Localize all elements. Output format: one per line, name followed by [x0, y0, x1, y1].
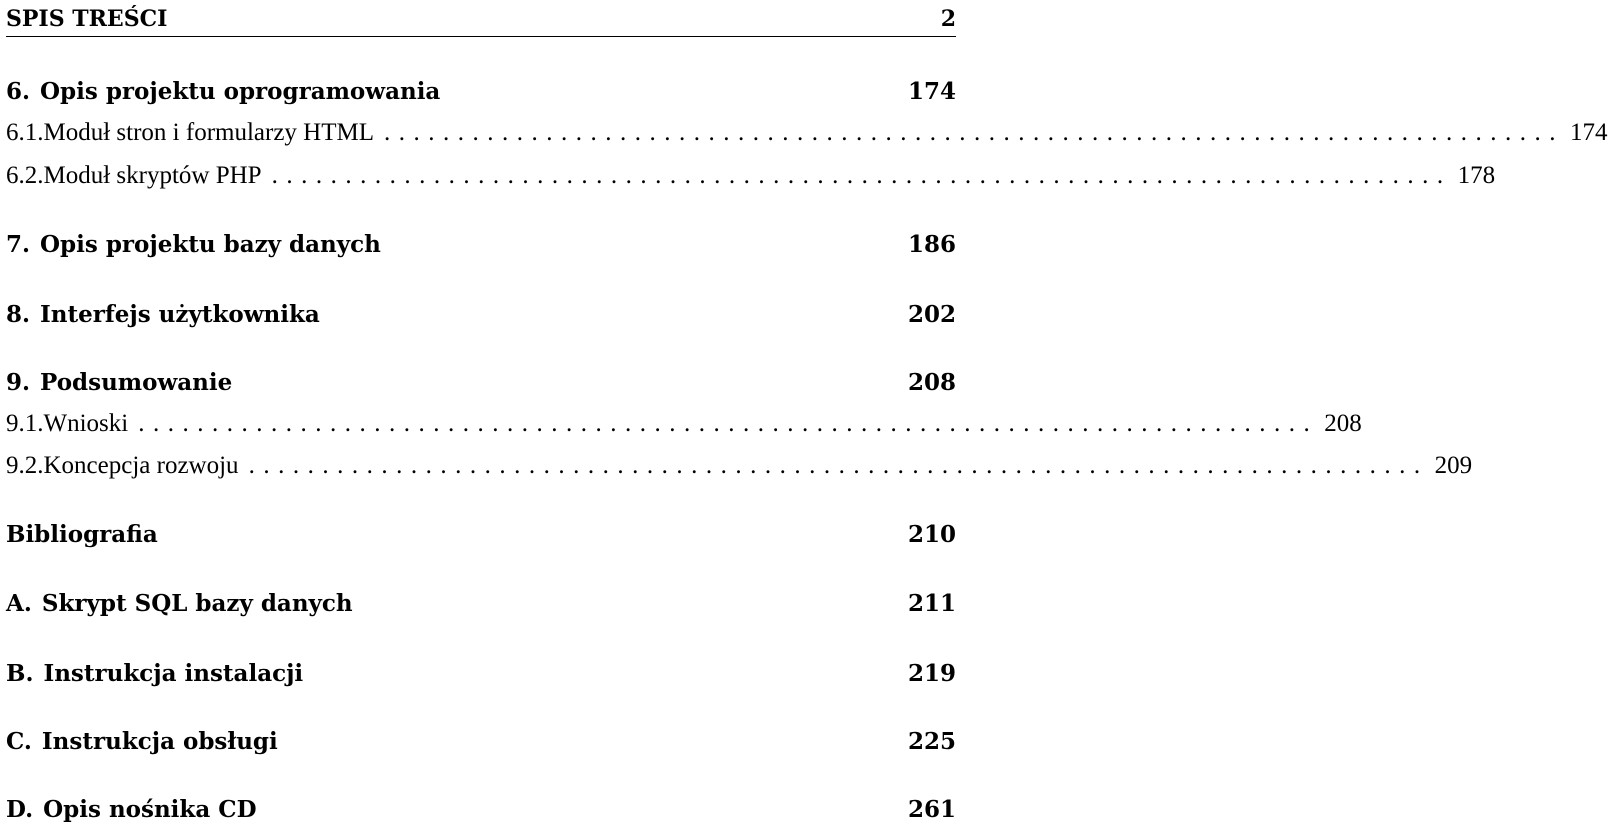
header-title: SPIS TREŚCI [6, 6, 168, 32]
toc-entry[interactable] [6, 368, 956, 396]
toc-entry[interactable] [6, 162, 1496, 189]
toc-entry-page-number: 174 [907, 77, 956, 105]
toc-entry-title: Skrypt SQL bazy danych [41, 589, 353, 617]
toc-entry-title: Koncepcja rozwoju [43, 452, 239, 479]
toc-entry-title: Moduł skryptów PHP [43, 162, 262, 189]
toc-entry-number: D. [6, 795, 34, 823]
toc-entry-page-number: 178 [1457, 162, 1496, 189]
toc-entry-number: 9.2. [6, 452, 44, 479]
toc-entry-page-number: 209 [1434, 452, 1473, 479]
toc-entry-number: C. [6, 727, 32, 755]
toc-entry-title: Wnioski [43, 410, 129, 437]
toc-entry-page-number: 208 [1324, 410, 1362, 437]
toc-entry-title: Moduł stron i formularzy HTML [43, 119, 375, 146]
toc-entry[interactable] [6, 410, 1362, 437]
toc-entry-title: Opis projektu bazy danych [40, 230, 381, 258]
toc-entry-number: 6. [6, 77, 31, 105]
toc-entry[interactable] [6, 659, 956, 687]
toc-entry-page-number: 211 [907, 589, 956, 617]
toc-entry[interactable] [6, 77, 956, 105]
toc-entry-page-number: 210 [907, 520, 956, 548]
toc-entry-title: Opis nośnika CD [43, 795, 257, 823]
toc-entry[interactable] [6, 452, 1473, 479]
toc-entry-page-number: 261 [907, 795, 956, 823]
toc-entry-title: Bibliografia [6, 520, 158, 548]
dot-leader: ................................................................................ [271, 162, 1452, 189]
toc-entry-title: Instrukcja obsługi [41, 727, 278, 755]
toc-entry-number: A. [6, 589, 32, 617]
toc-entry[interactable] [6, 727, 956, 755]
toc-entry[interactable] [6, 795, 956, 823]
toc-entry[interactable] [6, 230, 956, 258]
toc-entry-title: Instrukcja instalacji [43, 659, 304, 687]
toc-entry-number: 6.2. [6, 162, 44, 189]
toc-entry-page-number: 202 [907, 300, 956, 328]
toc-entry-page-number: 208 [907, 368, 956, 396]
toc-entry[interactable] [6, 589, 956, 617]
toc-entry-page-number: 219 [907, 659, 956, 687]
dot-leader: ................................................................................ [248, 452, 1429, 479]
toc-entry[interactable] [6, 300, 956, 328]
toc-entry-title: Opis projektu oprogramowania [40, 77, 441, 105]
toc-entry-number: 9. [6, 368, 31, 396]
toc-entry-number: 6.1. [6, 119, 44, 146]
toc-entry-title: Interfejs użytkownika [40, 300, 320, 328]
toc-entry-title: Podsumowanie [40, 368, 233, 396]
toc-entry-number: B. [6, 659, 34, 687]
toc-entry-page-number: 174 [1570, 119, 1608, 146]
toc-entry-number: 8. [6, 300, 31, 328]
toc-entry-number: 7. [6, 230, 31, 258]
header-page-number: 2 [940, 6, 956, 32]
running-header [6, 2, 956, 37]
toc-entry-number: 9.1. [6, 410, 44, 437]
toc-entry-page-number: 186 [907, 230, 956, 258]
toc-entry[interactable] [6, 119, 1608, 146]
toc-entry-page-number: 225 [907, 727, 956, 755]
toc-entry[interactable] [6, 520, 956, 548]
dot-leader: ................................................................................ [138, 410, 1319, 437]
dot-leader: ................................................................................ [384, 119, 1565, 146]
